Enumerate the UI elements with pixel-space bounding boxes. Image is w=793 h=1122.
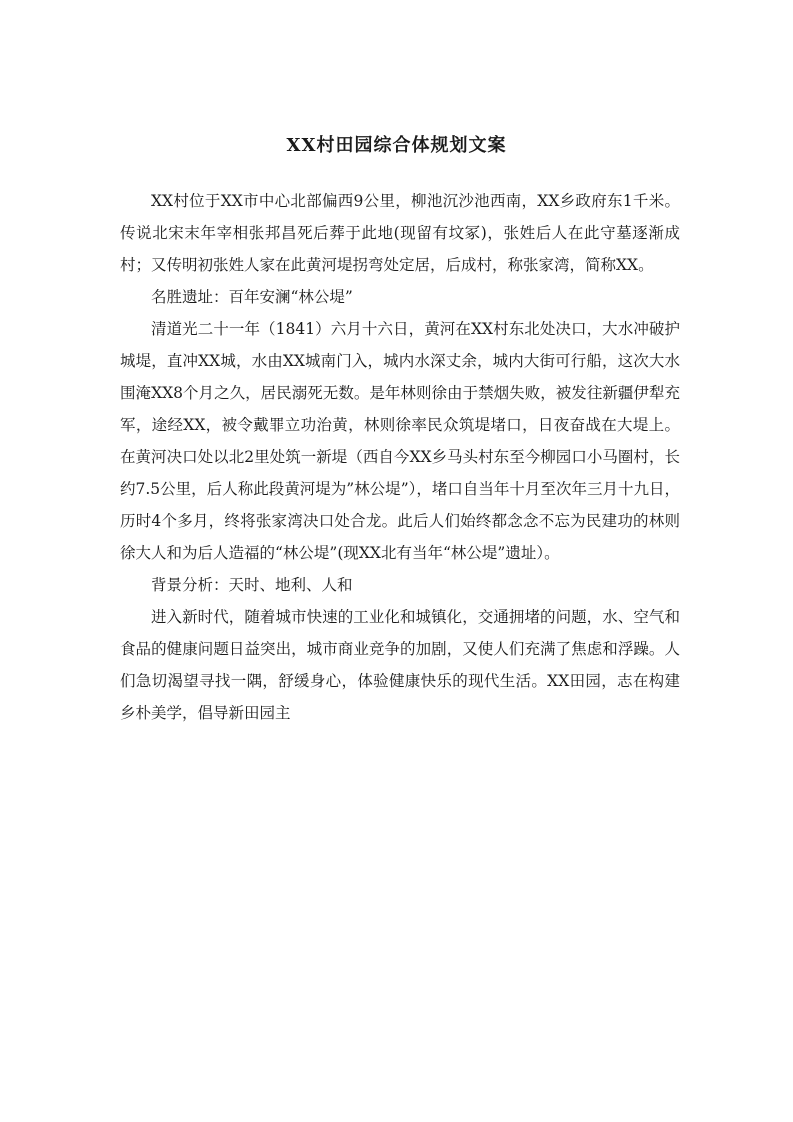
section-heading-landmark: 名胜遗址：百年安澜“林公堤”	[151, 288, 353, 306]
paragraph-background: 进入新时代，随着城市快速的工业化和城镇化，交通拥堵的问题，水、空气和食品的健康问题日益突出，城市商业竞争的加剧，又使人们充满了焦虑和浮躁。人们急切渴望寻找一隅，舒缓身心，体验健康快乐的现代生活。XX田园，志在构建乡朴美学，倡导新田园主	[120, 608, 680, 722]
paragraph-location: XX村位于XX市中心北部偏西9公里，柳池沉沙池西南，XX乡政府东1千米。传说北宋末年宰相张邦昌死后葬于此地(现留有坟冢)，张姓后人在此守墓逐渐成村；又传明初张姓人家在此黄河堤拐弯处定居，后成村，称张家湾，简称XX。	[120, 192, 680, 274]
section-heading-background: 背景分析：天时、地利、人和	[151, 576, 353, 594]
paragraph-history: 清道光二十一年（1841）六月十六日，黄河在XX村东北处决口，大水冲破护城堤，直冲XX城，水由XX城南门入，城内水深丈余，城内大街可行船，这次大水围淹XX8个月之久，居民溺死无数。是年林则徐由于禁烟失败，被发往新疆伊犁充军，途经XX，被令戴罪立功治黄，林则徐率民众筑堤堵口，日夜奋战在大堤上。在黄河决口处以北2里处筑一新堤（西自今XX乡马头村东至今柳园口小马圈村，长约7.5公里，后人称此段黄河堤为”林公堤”），堵口自当年十月至次年三月十九日，历时4个多月，终将张家湾决口处合龙。此后人们始终都念念不忘为民建功的林则徐大人和为后人造福的“林公堤”(现XX北有当年“林公堤”遗址）。	[120, 320, 680, 562]
document-body	[120, 185, 680, 729]
document-title: XX村田园综合体规划文案	[286, 135, 507, 156]
